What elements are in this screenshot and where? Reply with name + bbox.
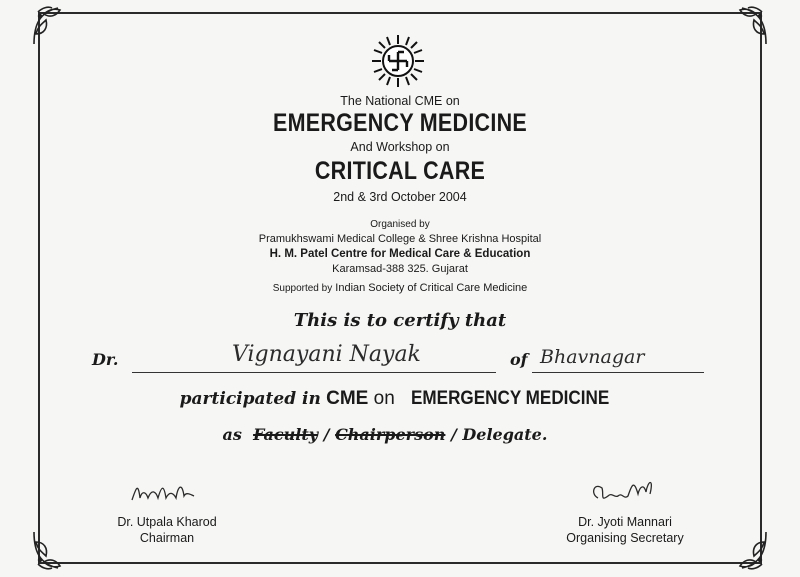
workshop-intro: And Workshop on <box>350 140 450 154</box>
supporting-organisation: Indian Society of Critical Care Medicine <box>335 282 528 294</box>
corner-ornament-top-right <box>726 4 770 48</box>
secretary-name: Dr. Jyoti Mannari <box>578 515 672 529</box>
role-separator-1: / <box>323 425 330 444</box>
participation-line <box>0 388 800 410</box>
role-separator-2: / <box>451 425 457 444</box>
organiser-line-2: H. M. Patel Centre for Medical Care & Education <box>269 248 531 260</box>
as-label: as <box>222 425 242 444</box>
chairman-name: Dr. Utpala Kharod <box>117 515 217 529</box>
of-label: of <box>510 350 528 369</box>
role-line <box>0 425 785 444</box>
organiser-line-1: Pramukhswami Medical College & Shree Krishna Hospital <box>258 233 542 245</box>
certify-line: This is to certify that <box>293 310 507 331</box>
organiser-address: Karamsad-388 325. Gujarat <box>332 263 468 275</box>
role-delegate: Delegate. <box>462 425 548 444</box>
corner-ornament-bottom-left <box>30 528 74 572</box>
secretary-title: Organising Secretary <box>566 531 684 545</box>
name-underline <box>132 372 496 373</box>
role-faculty: Faculty <box>253 425 319 444</box>
recipient-city: Bhavnagar <box>540 346 645 368</box>
cme-intro: The National CME on <box>340 94 460 108</box>
city-underline <box>532 372 704 373</box>
role-chairperson: Chairperson <box>335 425 446 444</box>
event-dates: 2nd & 3rd October 2004 <box>333 190 467 204</box>
supported-by-label: Supported by <box>272 283 333 294</box>
workshop-title: CRITICAL CARE <box>314 157 486 185</box>
corner-ornament-top-left <box>30 4 74 48</box>
secretary-signature <box>588 474 668 510</box>
chairman-signature <box>128 478 198 508</box>
salutation: Dr. <box>92 350 119 369</box>
recipient-name: Vignayani Nayak <box>232 342 421 367</box>
participated-subject: EMERGENCY MEDICINE <box>411 388 610 409</box>
sun-swastika-emblem-icon <box>371 34 425 88</box>
corner-ornament-bottom-right <box>726 528 770 572</box>
participated-prefix: participated in <box>179 389 321 409</box>
organised-by-label: Organised by <box>370 219 430 230</box>
event-title: EMERGENCY MEDICINE <box>273 109 527 137</box>
supported-by-line <box>0 282 800 294</box>
participated-on: on <box>373 388 395 409</box>
participated-cme: CME <box>326 388 369 409</box>
chairman-title: Chairman <box>139 531 195 545</box>
